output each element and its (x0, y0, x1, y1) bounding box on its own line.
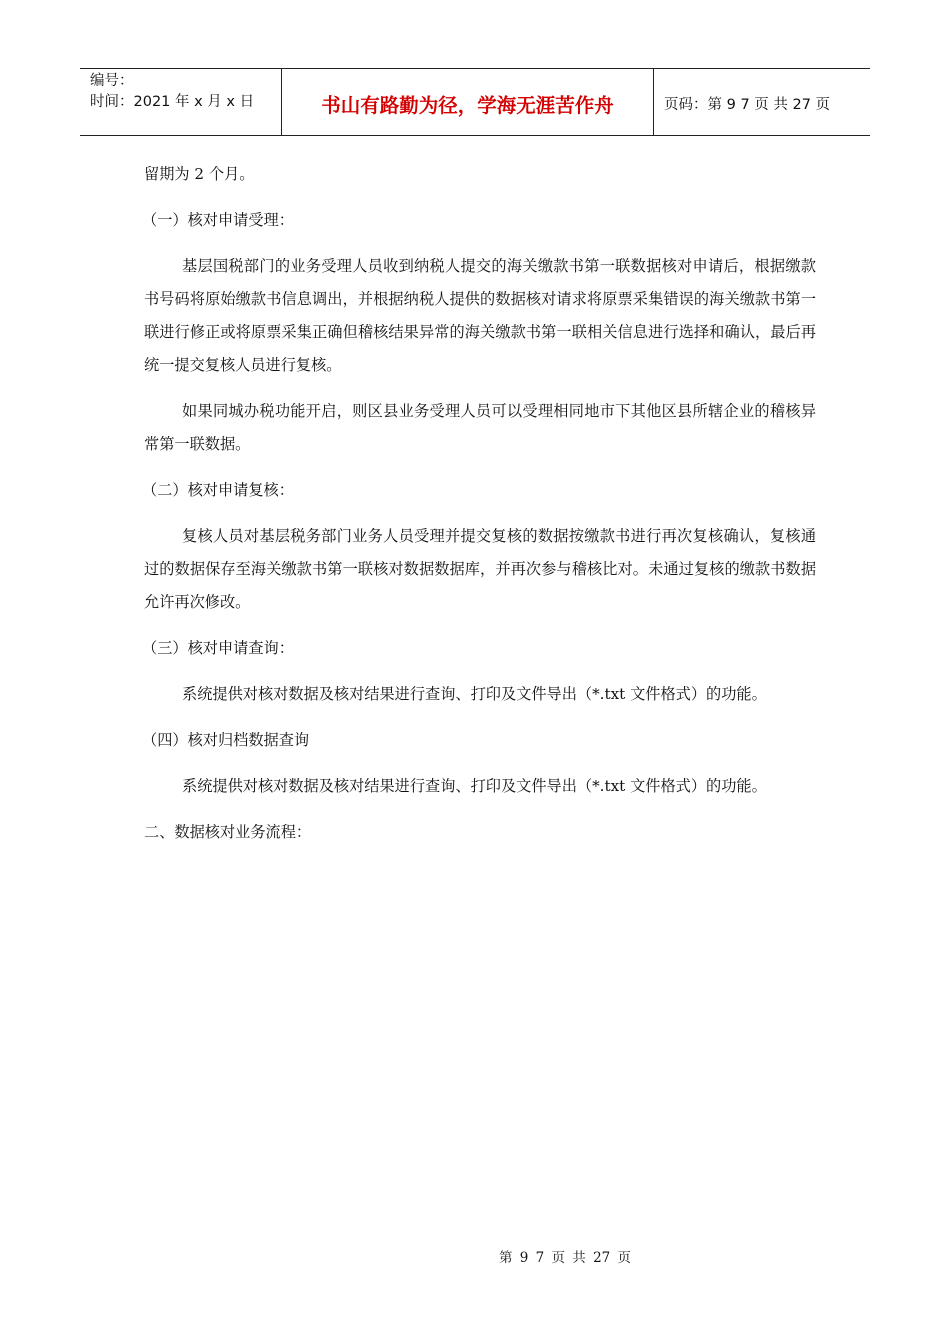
paragraph-same-city: 如果同城办税功能开启，则区县业务受理人员可以受理相同地市下其他区县所辖企业的稽核异常第一联数据。 (144, 402, 816, 453)
paragraph-retention-period: 留期为 2 个月。 (144, 165, 255, 183)
serial-number-label: 编号： (90, 73, 134, 89)
paragraph-archive-query: 系统提供对核对数据及核对结果进行查询、打印及文件导出（*.txt 文件格式）的功能。 (182, 777, 767, 795)
section-heading-2: （二）核对申请复核： (142, 481, 294, 499)
date-label: 时间：2021 年 x 月 x 日 (90, 94, 255, 110)
section-heading-3: （三）核对申请查询： (142, 639, 294, 657)
section-heading-1: （一）核对申请受理： (142, 211, 294, 229)
section-heading-4: （四）核对归档数据查询 (142, 731, 310, 749)
section-heading-5: 二、数据核对业务流程： (144, 823, 312, 841)
document-header (80, 68, 870, 136)
header-page-info: 页码：第 9 7 页 共 27 页 (664, 96, 831, 113)
page-footer (0, 1246, 950, 1266)
paragraph-acceptance: 基层国税部门的业务受理人员收到纳税人提交的海关缴款书第一联数据核对申请后，根据缴款书号码将原始缴款书信息调出，并根据纳税人提供的数据核对请求将原票采集错误的海关缴款书第一联进行修正或将原票采集正确但稽核结果异常的海关缴款书第一联相关信息进行选择和确认，最后再统一提交复核人员进行复核。 (144, 257, 816, 374)
document-body (144, 158, 816, 849)
page-footer-text: 第 9 7 页 共 27 页 (498, 1250, 632, 1266)
paragraph-query: 系统提供对核对数据及核对结果进行查询、打印及文件导出（*.txt 文件格式）的功能。 (182, 685, 767, 703)
header-meta-cell (80, 69, 282, 135)
header-motto: 书山有路勤为径，学海无涯苦作舟 (282, 69, 654, 135)
paragraph-review: 复核人员对基层税务部门业务人员受理并提交复核的数据按缴款书进行再次复核确认，复核通过的数据保存至海关缴款书第一联核对数据数据库，并再次参与稽核比对。未通过复核的缴款书数据允许再次修改。 (144, 527, 816, 611)
